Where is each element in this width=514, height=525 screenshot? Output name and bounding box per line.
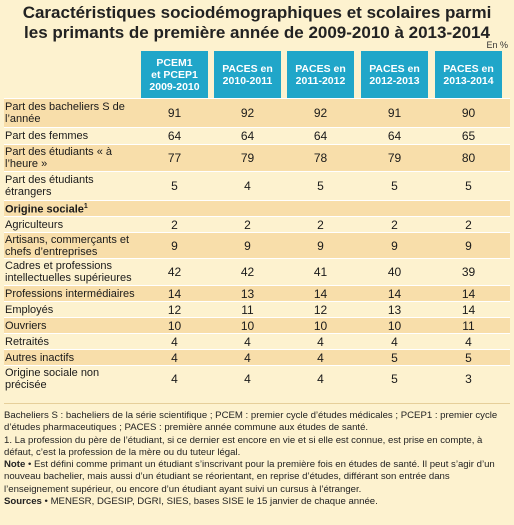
title-line-1: Caractéristiques sociodémographiques et scolaires parmi	[22, 3, 492, 22]
table-cell: 4	[244, 372, 251, 386]
table-cell: 2	[465, 217, 472, 232]
title-line-2: les primants de première année de 2009-2010 à 2013-2014	[24, 23, 490, 42]
table-cell: 9	[465, 238, 472, 253]
table-row	[4, 258, 510, 285]
abbreviations-note: Bacheliers S : bacheliers de la série scientifique ; PCEM : premier cycle d’études médicales ; PCEP1 : premier cycle d’études pharmaceutiques ; PACES : première année commune aux études de santé.	[4, 410, 498, 434]
footnote-marker: 1	[83, 203, 88, 211]
table-cell: 10	[313, 318, 328, 333]
table-cell: 9	[244, 238, 251, 253]
unit-label: En %	[486, 40, 508, 50]
table-cell: 64	[240, 129, 255, 143]
page-title	[0, 3, 514, 43]
table-row	[4, 333, 510, 349]
table-cell: 4	[317, 334, 324, 349]
table-cell	[435, 201, 502, 216]
table-cell: 14	[313, 286, 328, 301]
column-header-line: 2012-2013	[369, 74, 420, 87]
table-cell: 4	[171, 350, 178, 365]
divider	[4, 403, 510, 404]
table-cell: 12	[167, 302, 182, 317]
row-label	[4, 304, 136, 316]
table-cell: 64	[313, 129, 328, 143]
column-header-2	[214, 51, 281, 98]
table-cell: 4	[244, 350, 251, 365]
table-cell: 14	[167, 286, 182, 301]
note-text: • Est défini comme primant un étudiant s’inscrivant pour la première fois en études de santé. Il peut s’agir d’un nouveau bachelier, mais aussi d’un étudiant se réorientant, en reprise d’études, différant son entrée dans l’enseignement supérieur, ou encore d’un étudiant ayant suivi un cursus à l’étranger.	[4, 459, 495, 495]
row-label	[4, 234, 136, 258]
table-cell: 10	[387, 318, 402, 333]
table-cell: 14	[387, 286, 402, 301]
footnote-1: 1. La profession du père de l’étudiant, si ce dernier est encore en vie et si elle est connue, est prise en compte, à défaut, c’est la profession de la mère ou du tuteur légal.	[4, 434, 483, 458]
note-paragraph	[4, 459, 510, 496]
row-label	[4, 320, 136, 332]
table-cell: 14	[461, 302, 476, 317]
row-label-text: Part des étudiants « à l’heure »	[5, 146, 113, 170]
table-cell	[287, 201, 354, 216]
table-row	[4, 285, 510, 301]
row-label-text: Cadres et professions intellectuelles supérieures	[5, 260, 132, 284]
row-label-text: Part des étudiants étrangers	[5, 174, 94, 198]
row-label	[4, 219, 136, 231]
table-row	[4, 232, 510, 258]
column-header-5	[435, 51, 502, 98]
column-header-line: PACES en	[222, 62, 273, 75]
row-label	[4, 288, 136, 300]
table-cell: 2	[171, 217, 178, 232]
row-label	[4, 336, 136, 348]
sources-label: Sources	[4, 496, 42, 508]
table-cell	[141, 201, 208, 216]
table-cell: 3	[465, 372, 472, 386]
column-header-line: et PCEP1	[151, 68, 198, 81]
column-header-line: PACES en	[443, 62, 494, 75]
table-cell: 9	[391, 238, 398, 253]
sources-paragraph	[4, 496, 510, 508]
note-label: Note	[4, 459, 26, 471]
column-header-line: 2011-2012	[295, 74, 346, 87]
table-cell: 10	[240, 318, 255, 333]
table-row	[4, 317, 510, 333]
table-cell: 11	[462, 318, 475, 333]
table-cell	[361, 201, 428, 216]
table-cell: 5	[465, 350, 472, 365]
table-cell: 4	[171, 334, 178, 349]
column-header-3	[287, 51, 354, 98]
table-row	[4, 127, 510, 144]
table-row	[4, 171, 510, 200]
table-cell: 9	[171, 238, 178, 253]
column-header-line: 2013-2014	[443, 74, 494, 87]
column-header-4	[361, 51, 428, 98]
sources-text: • MENESR, DGESIP, DGRI, SIES, bases SISE le 15 janvier de chaque année.	[41, 496, 378, 508]
table-cell: 2	[317, 217, 324, 232]
column-header-1	[141, 51, 208, 98]
table-cell: 42	[240, 265, 255, 279]
row-label-text: Agriculteurs	[5, 218, 64, 231]
table-body	[4, 98, 510, 392]
row-label	[4, 174, 136, 198]
table-row	[4, 301, 510, 317]
table-row	[4, 200, 510, 216]
table-cell: 92	[240, 106, 255, 120]
table-cell: 92	[313, 106, 328, 120]
column-header-line: PCEM1	[156, 56, 193, 69]
table-header	[4, 51, 510, 98]
row-label-text: Part des bacheliers S de l’année	[5, 101, 125, 125]
row-label-text: Autres inactifs	[5, 351, 75, 364]
table-cell: 5	[317, 179, 324, 193]
notes-block	[4, 410, 510, 508]
table-row	[4, 144, 510, 171]
table-cell: 65	[461, 129, 476, 143]
row-label-text: Origine sociale	[5, 203, 84, 216]
table-cell: 2	[244, 217, 251, 232]
row-label-text: Retraités	[5, 335, 50, 348]
table-cell: 64	[167, 129, 182, 143]
table-row	[4, 98, 510, 127]
table-cell: 42	[167, 265, 182, 279]
table-cell: 4	[171, 372, 178, 386]
table-cell: 4	[317, 350, 324, 365]
row-label	[4, 367, 136, 391]
table-cell: 91	[167, 106, 182, 120]
row-label-text: Origine sociale non précisée	[5, 367, 100, 391]
table-cell: 41	[313, 265, 328, 279]
table-cell: 5	[465, 179, 472, 193]
data-table	[4, 51, 510, 392]
table-cell: 4	[244, 179, 251, 193]
table-cell: 78	[313, 151, 328, 165]
table-cell: 9	[317, 238, 324, 253]
table-cell: 5	[391, 179, 398, 193]
row-label-text: Part des femmes	[5, 130, 89, 142]
table-row	[4, 216, 510, 232]
table-cell: 5	[171, 179, 178, 193]
row-label-text: Employés	[5, 303, 54, 316]
column-header-line: 2009-2010	[149, 80, 200, 93]
table-cell: 91	[387, 106, 402, 120]
table-cell: 5	[391, 372, 398, 386]
row-label	[4, 146, 136, 170]
table-row	[4, 349, 510, 365]
table-cell: 77	[167, 151, 182, 165]
table-cell: 79	[240, 151, 255, 165]
table-cell: 14	[461, 286, 476, 301]
table-cell: 90	[461, 106, 476, 120]
table-cell	[214, 201, 281, 216]
row-label-text: Artisans, commerçants et chefs d’entreprises	[5, 233, 130, 258]
table-cell: 64	[387, 129, 402, 143]
table-cell: 4	[465, 334, 472, 349]
column-header-line: PACES en	[369, 62, 420, 75]
row-label-text: Professions intermédiaires	[5, 287, 135, 300]
table-cell: 13	[240, 286, 255, 301]
table-cell: 12	[313, 302, 328, 317]
table-cell: 79	[387, 151, 402, 165]
table-cell: 39	[461, 265, 476, 279]
table-cell: 80	[461, 151, 476, 165]
row-label	[4, 130, 136, 142]
table-cell: 13	[387, 302, 402, 317]
table-cell: 2	[391, 217, 398, 232]
row-label	[4, 352, 136, 364]
column-header-line: 2010-2011	[222, 74, 273, 87]
row-label	[4, 260, 136, 284]
table-cell: 11	[241, 302, 254, 317]
table-cell: 4	[244, 334, 251, 349]
table-cell: 10	[167, 318, 182, 333]
table-cell: 40	[387, 265, 402, 279]
table-cell: 4	[391, 334, 398, 349]
row-label-text: Ouvriers	[5, 319, 47, 332]
column-header-line: PACES en	[295, 62, 346, 75]
table-row	[4, 365, 510, 392]
row-label	[4, 201, 136, 216]
row-label	[4, 101, 136, 125]
table-cell: 5	[391, 350, 398, 365]
table-cell: 4	[317, 372, 324, 386]
